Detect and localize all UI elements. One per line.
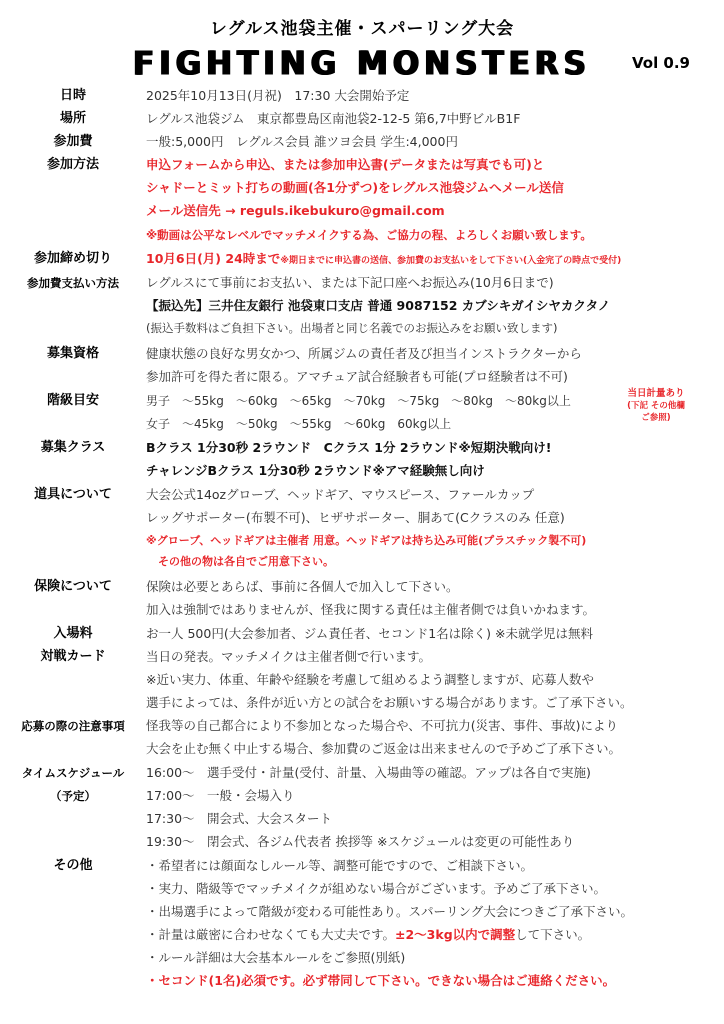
other-row-6: [0, 970, 724, 992]
matchups-row-3: [0, 692, 724, 714]
deadline-date: 10月6日(月) 24時まで: [146, 251, 281, 266]
weigh-in-note-1: 当日計量あり: [627, 388, 685, 399]
weigh-in-note-3: ご参照): [641, 413, 671, 423]
equipment-note-2: その他の物は各自でご用意下さい。: [158, 555, 334, 568]
apply-line-2: シャドーとミット打ちの動画(各1分ずつ)をレグルス池袋ジムへメール送信: [146, 180, 564, 195]
schedule-row-4: [0, 831, 724, 853]
weight-men: 男子 ～55kg ～60kg ～65kg ～70kg ～75kg ～80kg ～80kg以上: [146, 394, 571, 408]
equipment-note-1: ※グローブ、ヘッドギアは主催者 用意。ヘッドギアは持ち込み可能(プラスチック製不可): [146, 534, 587, 547]
payment-note: (振込手数料はご負担下さい。出場者と同じ名義でのお振込みをお願い致します): [146, 321, 558, 335]
bank-account: 【振込先】三井住友銀行 池袋東口支店 普通 9087152 カブシキガイシヤカクタノ: [146, 298, 611, 313]
venue-label: 場所: [59, 111, 86, 126]
other-row-4: [0, 924, 724, 946]
schedule-line-2: 17:00～ 一般・会場入り: [146, 788, 295, 803]
equipment-row-4: [0, 551, 724, 573]
admission-label: 入場料: [53, 626, 93, 641]
weigh-tolerance: ±2～3kg以内で調整: [395, 927, 516, 942]
matchups-row-2: [0, 669, 724, 691]
insurance-label: 保険について: [34, 579, 112, 594]
other-line-5: ・ルール詳細は大会基本ルールをご参照(別紙): [146, 950, 406, 965]
schedule-line-3: 17:30～ 開会式、大会スタート: [146, 811, 333, 826]
matchups-label: 対戦カード: [40, 649, 106, 664]
volume-label: Vol 0.9: [631, 54, 690, 72]
fee-label: 参加費: [53, 134, 93, 149]
eligibility-row-2: [0, 366, 724, 388]
payment-row: [0, 272, 724, 294]
apply-row-4: [0, 224, 724, 246]
insurance-line-1: 保険は必要とあらば、事前に各個人で加入して下さい。: [146, 579, 459, 594]
schedule-row-3: [0, 808, 724, 830]
schedule-sublabel: （予定）: [50, 789, 96, 803]
other-row: [0, 855, 724, 877]
admission-value: お一人 500円(大会参加者、ジム責任者、セコンド1名は除く) ※未就学児は無料: [146, 626, 593, 641]
eligibility-line-2: 参加許可を得た者に限る。アマチュア試合経験者も可能(プロ経験者は不可): [146, 369, 568, 384]
matchups-line-2: ※近い実力、体重、年齢や経験を考慮して組めるよう調整しますが、応募人数や: [146, 672, 594, 687]
classes-line-1: Bクラス 1分30秒 2ラウンド Cクラス 1分 2ラウンド※短期決戦向け!: [146, 440, 552, 455]
classes-line-2: チャレンジBクラス 1分30秒 2ラウンド※アマ経験無し向け: [146, 463, 485, 478]
schedule-line-1: 16:00～ 選手受付・計量(受付、計量、入場曲等の確認。アップは各自で実施): [146, 765, 591, 780]
fee-value: 一般:5,000円 レグルス会員 誰ツヨ会員 学生:4,000円: [146, 134, 458, 149]
flyer-title: レグルス池袋主催・スパーリング大会: [209, 19, 515, 39]
date-value: 2025年10月13日(月祝) 17:30 大会開始予定: [146, 88, 410, 103]
venue-row: [0, 108, 724, 130]
equipment-label: 道具について: [34, 487, 112, 502]
other-line-6: ・セコンド(1名)必須です。必ず帯同して下さい。できない場合はご連絡ください。: [146, 973, 616, 988]
notes-row-2: [0, 738, 724, 760]
deadline-label: 参加締め切り: [33, 251, 112, 266]
date-row: [0, 85, 724, 107]
payment-line-1: レグルスにて事前にお支払い、または下記口座へお振込み(10月6日まで): [146, 275, 554, 290]
equipment-row-2: [0, 507, 724, 529]
other-line-1: ・希望者には顔面なしルール等、調整可能ですので、ご相談下さい。: [146, 858, 534, 873]
matchups-row: [0, 646, 724, 668]
payment-row-2: [0, 295, 724, 317]
classes-label: 募集クラス: [40, 440, 106, 455]
deadline-value: [146, 248, 621, 272]
eligibility-line-1: 健康状態の良好な男女かつ、所属ジムの責任者及び担当インストラクターから: [146, 346, 582, 361]
other-line-4c: して下さい。: [515, 927, 591, 942]
insurance-row-2: [0, 599, 724, 621]
notes-line-1: 怪我等の自己都合により不参加となった場合や、不可抗力(災害、事件、事故)により: [146, 718, 619, 733]
other-line-2: ・実力、階級等でマッチメイクが組めない場合がございます。予めご了承下さい。: [146, 881, 607, 896]
classes-row: [0, 437, 724, 459]
schedule-row-2: [0, 785, 724, 807]
event-name-logo: FIGHTING MONSTERS: [133, 45, 591, 83]
apply-video-note: ※動画は公平なレベルでマッチメイクする為、ご協力の程、よろしくお願い致します。: [146, 228, 592, 242]
other-row-5: [0, 947, 724, 969]
weight-label: 階級目安: [46, 393, 99, 408]
deadline-row: [0, 248, 724, 270]
deadline-note: ※期日までに申込書の送信、参加費のお支払いをして下さい(入金完了の時点で受付): [280, 256, 622, 266]
other-line-4a: ・計量は厳密に合わせなくても大丈夫です。: [146, 927, 396, 942]
weight-women: 女子 ～45kg ～50kg ～55kg ～60kg 60kg以上: [146, 417, 452, 431]
eligibility-label: 募集資格: [46, 346, 99, 361]
schedule-row: [0, 762, 724, 784]
classes-row-2: [0, 460, 724, 482]
fee-row: [0, 131, 724, 153]
insurance-line-2: 加入は強制ではありませんが、怪我に関する責任は主催者側では負いかねます。: [146, 602, 596, 617]
apply-row-3: [0, 200, 724, 222]
eligibility-row: [0, 343, 724, 365]
matchups-line-1: 当日の発表。マッチメイクは主催者側で行います。: [146, 649, 432, 664]
other-line-4: [146, 924, 590, 946]
apply-email[interactable]: メール送信先 → reguls.ikebukuro@gmail.com: [146, 203, 445, 218]
weigh-in-note: [602, 388, 710, 424]
equipment-line-1: 大会公式14ozグローブ、ヘッドギア、マウスピース、ファールカップ: [146, 487, 535, 502]
venue-value: レグルス池袋ジム 東京都豊島区南池袋2-12-5 第6,7中野ビルB1F: [146, 111, 521, 126]
weigh-in-note-2: (下記 その他欄: [627, 401, 685, 411]
schedule-line-4: 19:30～ 閉会式、各ジム代表者 挨拶等 ※スケジュールは変更の可能性あり: [146, 834, 575, 849]
matchups-line-3: 選手によっては、条件が近い方との試合をお願いする場合があります。ご了承下さい。: [146, 695, 633, 710]
other-row-3: [0, 901, 724, 923]
date-label: 日時: [59, 88, 86, 103]
payment-label: 参加費支払い方法: [27, 276, 119, 290]
payment-row-3: [0, 317, 724, 339]
insurance-row: [0, 576, 724, 598]
equipment-row: [0, 484, 724, 506]
other-row-2: [0, 878, 724, 900]
equipment-row-3: [0, 530, 724, 552]
other-label: その他: [53, 858, 93, 873]
notes-line-2: 大会を止む無く中止する場合、参加費のご返金は出来ませんので予めご了承下さい。: [146, 741, 622, 756]
apply-line-1: 申込フォームから申込、または参加申込書(データまたは写真でも可)と: [146, 157, 545, 172]
notes-row: [0, 715, 724, 737]
notes-label: 応募の際の注意事項: [21, 719, 125, 733]
admission-row: [0, 623, 724, 645]
schedule-label: タイムスケジュール: [21, 766, 125, 780]
apply-row-2: [0, 177, 724, 199]
apply-row: [0, 154, 724, 176]
other-line-3: ・出場選手によって階級が変わる可能性あり。スパーリング大会につきご了承下さい。: [146, 904, 634, 919]
apply-label: 参加方法: [46, 157, 99, 172]
equipment-line-2: レッグサポーター(布製不可)、ヒザサポーター、胴あて(Cクラスのみ 任意): [146, 510, 565, 525]
